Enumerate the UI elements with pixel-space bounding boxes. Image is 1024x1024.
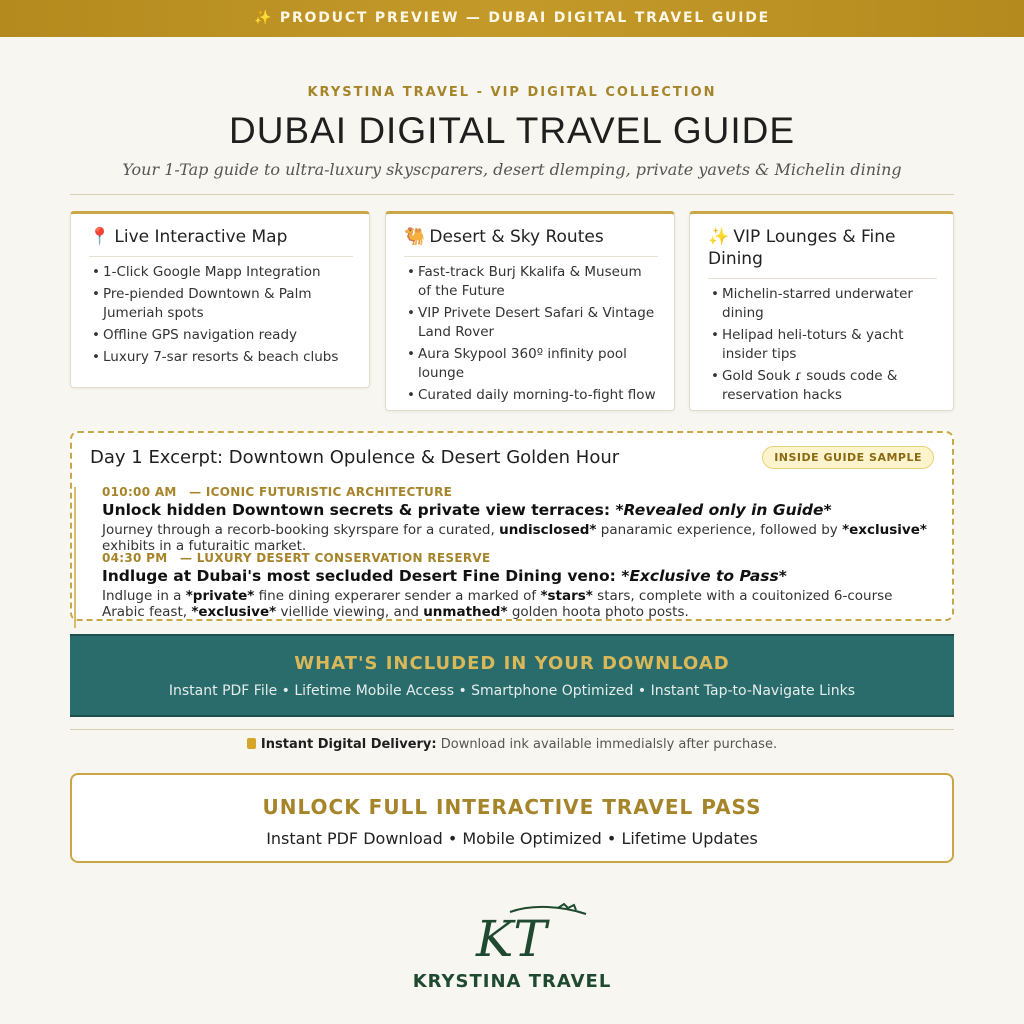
entry-headline: Indluge at Dubai's most secluded Desert Fine Dining veno: *Exclusive to Pass* <box>102 567 787 585</box>
card-list <box>89 263 353 367</box>
delivery-text: Download ink available immedialsly after purchase. <box>436 737 778 752</box>
list-item: • Michelin-starred underwater dining <box>708 285 937 323</box>
list-item: • Gold Souk ɾ souds code & reservation hacks <box>708 367 937 405</box>
feature-card-routes <box>385 211 675 411</box>
list-item: • 1-Click Google Mapp Integration <box>89 263 353 282</box>
itinerary-entry <box>72 485 932 554</box>
top-banner <box>0 0 1024 37</box>
list-item: • Luxury 7-sar resorts & beach clubs <box>89 348 353 367</box>
list-item: • Helipad heli-toturs & yacht insider tips <box>708 326 937 364</box>
sparkle-icon: ✨ <box>708 227 730 247</box>
itinerary-excerpt <box>70 431 954 621</box>
feature-card-dining <box>689 211 954 411</box>
map-pin-icon: 📍 <box>89 227 111 247</box>
inside-guide-badge: INSIDE GUIDE SAMPLE <box>762 446 934 469</box>
camel-icon: 🐫 <box>404 227 426 247</box>
krystina-logo <box>462 900 592 964</box>
entry-category: — ICONIC FUTURISTIC ARCHITECTURE <box>189 485 453 499</box>
pass-title: UNLOCK FULL INTERACTIVE TRAVEL PASS <box>262 795 762 819</box>
divider <box>70 194 954 195</box>
included-panel <box>70 634 954 717</box>
unlock-pass-button[interactable] <box>70 773 954 863</box>
entry-headline: Unlock hidden Downtown secrets & private view terraces: *Revealed only in Guide* <box>102 501 832 519</box>
card-title: ✨ VIP Lounges & Fine Dining <box>708 226 937 279</box>
entry-category: — LUXURY DESERT CONSERVATION RESERVE <box>180 551 491 565</box>
divider <box>70 729 954 730</box>
list-item: • Pre-piended Downtown & Palm Jumeriah spots <box>89 285 353 323</box>
list-item: • Aura Skypool 360º infinity pool lounge <box>404 345 658 383</box>
lock-icon <box>247 738 256 749</box>
list-item: • Curated daily morning-to-fight flow <box>404 386 658 405</box>
card-list <box>708 285 937 405</box>
included-title: WHAT'S INCLUDED IN YOUR DOWNLOAD <box>294 653 730 674</box>
banner-text: ✨ PRODUCT PREVIEW — DUBAI DIGITAL TRAVEL GUIDE <box>254 10 770 26</box>
card-title: 🐫 Desert & Sky Routes <box>404 226 658 257</box>
excerpt-title: Day 1 Excerpt: Downtown Opulence & Desert Golden Hour <box>90 447 620 468</box>
brand-name: KRYSTINA TRAVEL <box>412 971 612 992</box>
itinerary-entry <box>72 551 932 620</box>
feature-card-map <box>70 211 370 388</box>
delivery-label: Instant Digital Delivery: <box>260 737 437 752</box>
entry-body: Indluge in a *private* fine dining experarer sender a marked of *stars* stars, complete with a couitonized 6-course Arabic feast, *exclusive* viellide viewing, and unmathed* golden hoota photo posts. <box>102 588 893 620</box>
page-title: DUBAI DIGITAL TRAVEL GUIDE <box>228 110 796 151</box>
card-list <box>404 263 658 405</box>
entry-time: 010:00 AM <box>102 485 177 499</box>
brand-kicker: KRYSTINA TRAVEL - VIP DIGITAL COLLECTION <box>307 85 717 100</box>
logo-mark: KT <box>476 910 547 964</box>
included-features: Instant PDF File • Lifetime Mobile Access • Smartphone Optimized • Instant Tap-to-Navigate Links <box>168 683 856 699</box>
entry-body: Journey through a recorb-booking skyrspare for a curated, undisclosed* panaramic experience, followed by *exclusive* exhibits in a futuraitic market. <box>102 522 927 554</box>
pass-subtitle: Instant PDF Download • Mobile Optimized • Lifetime Updates <box>266 829 758 848</box>
page-subtitle: Your 1-Tap guide to ultra-luxury skyscparers, desert dlemping, private yavets & Michelin dining <box>122 160 902 179</box>
card-title: 📍 Live Interactive Map <box>89 226 353 257</box>
entry-time: 04:30 PM <box>102 551 168 565</box>
delivery-note <box>0 737 1024 752</box>
list-item: • Offline GPS navigation ready <box>89 326 353 345</box>
list-item: • Fast-track Burj Kkalifa & Museum of the Future <box>404 263 658 301</box>
list-item: • VIP Privete Desert Safari & Vintage Land Rover <box>404 304 658 342</box>
